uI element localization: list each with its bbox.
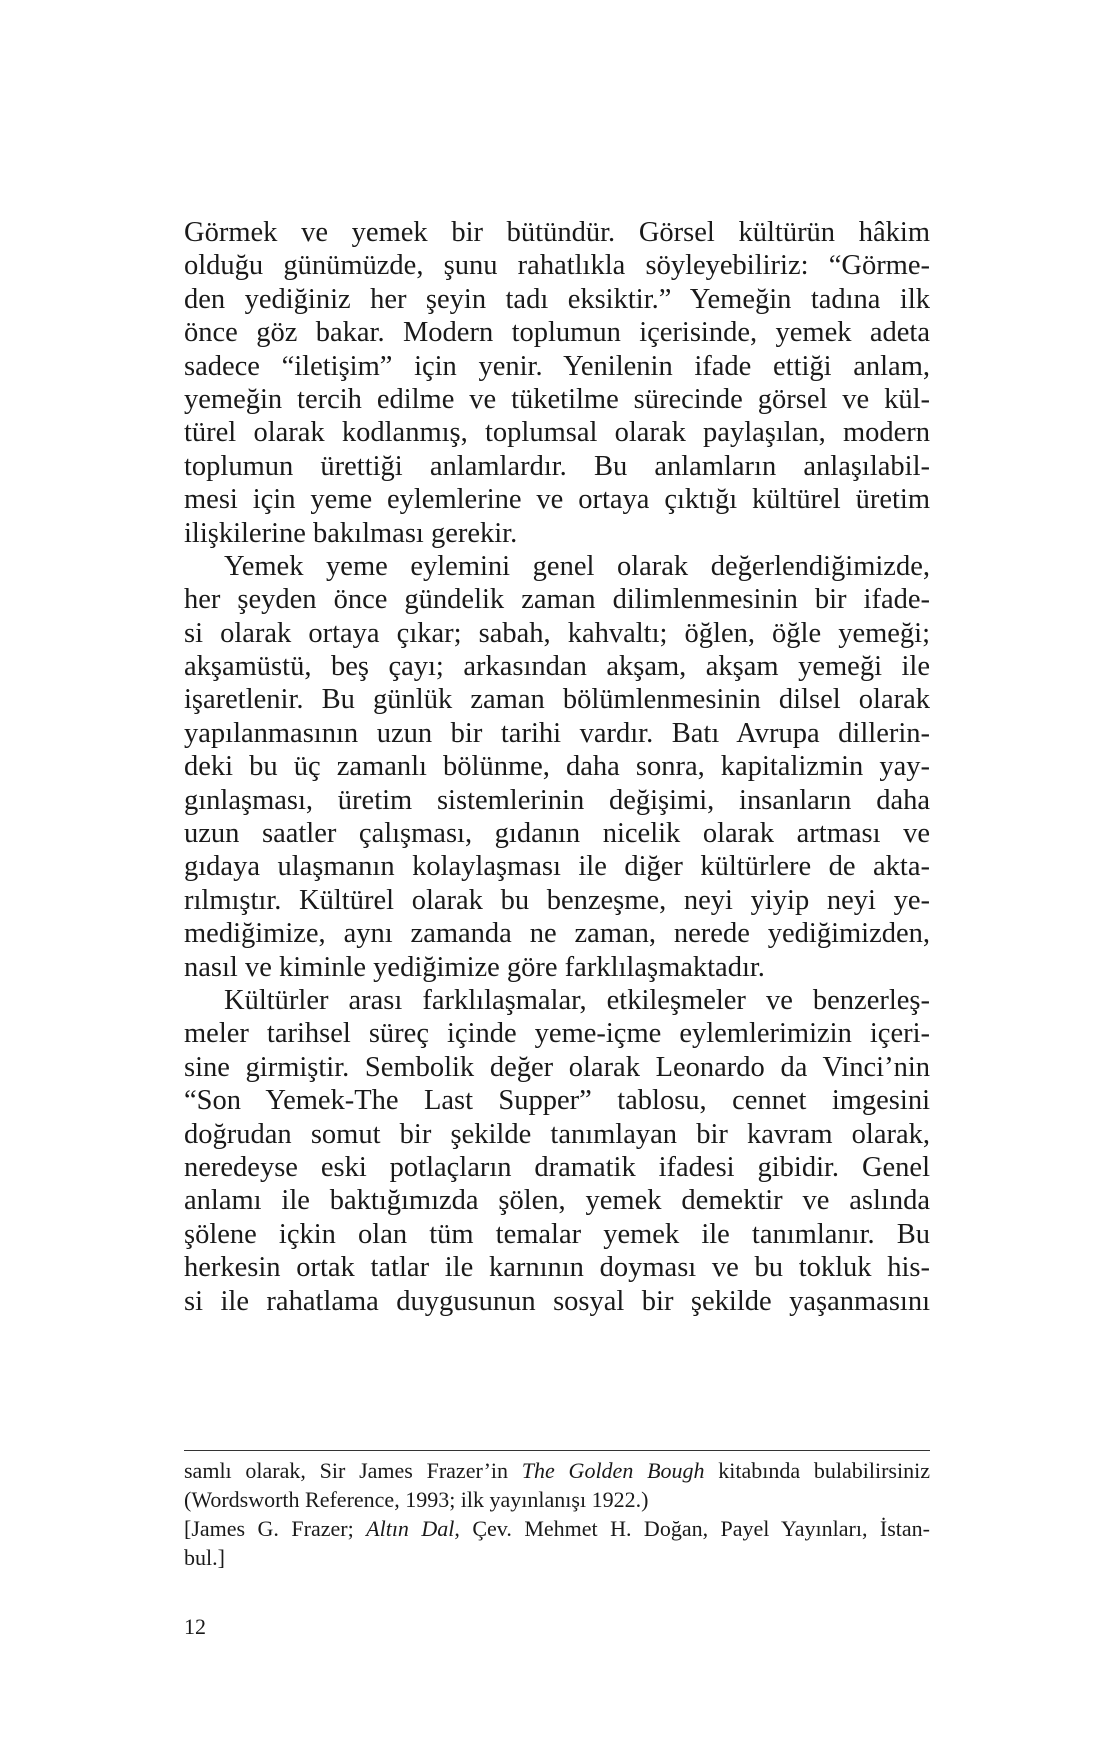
body-line: neredeyse eski potlaçların dramatik ifadesi gibidir. Genel <box>184 1151 930 1183</box>
body-line: rılmıştır. Kültürel olarak bu benzeşme, neyi yiyip neyi ye- <box>184 884 930 916</box>
body-line: türel olarak kodlanmış, toplumsal olarak paylaşılan, modern <box>184 417 930 449</box>
body-line: si ile rahatlama duygusunun sosyal bir şekilde yaşanmasını <box>184 1285 930 1317</box>
body-text <box>184 216 930 1318</box>
body-line: Yemek yeme eylemini genel olarak değerlendiğimizde, <box>224 550 930 582</box>
body-line: sine girmiştir. Sembolik değer olarak Leonardo da Vinci’nin <box>184 1051 930 1083</box>
book-title-italic: Altın Dal <box>366 1516 455 1541</box>
footnote-text: kitabında bulabilirsiniz <box>704 1458 930 1483</box>
body-line: den yediğiniz her şeyin tadı eksiktir.” Yemeğin tadına ilk <box>184 283 930 315</box>
footnote-text: samlı olarak, Sir James Frazer’in <box>184 1458 522 1483</box>
body-line: herkesin ortak tatlar ile karnının doyması ve bu tokluk his- <box>184 1252 930 1284</box>
body-line: yemeğin tercih edilme ve tüketilme sürecinde görsel ve kül- <box>184 383 930 415</box>
body-line: Görmek ve yemek bir bütündür. Görsel kültürün hâkim <box>184 217 930 248</box>
body-line: anlamı ile baktığımızda şölen, yemek demektir ve aslında <box>184 1185 930 1217</box>
body-line: uzun saatler çalışması, gıdanın nicelik olarak artması ve <box>184 818 930 850</box>
body-line: olduğu günümüzde, şunu rahatlıkla söyleyebiliriz: “Görme- <box>184 250 930 282</box>
body-line: meler tarihsel süreç içinde yeme-içme eylemlerimizin içeri- <box>184 1018 930 1050</box>
body-line: işaretlenir. Bu günlük zaman bölümlenmesinin dilsel olarak <box>184 684 930 716</box>
body-line: doğrudan somut bir şekilde tanımlayan bir kavram olarak, <box>184 1118 930 1150</box>
body-line: gıdaya ulaşmanın kolaylaşması ile diğer kültürlere de akta- <box>184 851 930 883</box>
footnote-divider <box>184 1450 930 1451</box>
footnote-line <box>184 1514 930 1543</box>
body-line: deki bu üç zamanlı bölünme, daha sonra, kapitalizmin yay- <box>184 751 930 783</box>
footnote-text: [James G. Frazer; <box>184 1516 367 1541</box>
body-line: şölene içkin olan tüm temalar yemek ile tanımlanır. Bu <box>184 1218 930 1250</box>
body-line: gınlaşması, üretim sistemlerinin değişimi, insanların daha <box>184 784 930 816</box>
body-line: nasıl ve kiminle yediğimize göre farklılaşmaktadır. <box>184 951 765 983</box>
body-line: mediğimize, aynı zamanda ne zaman, nerede yediğimizden, <box>184 918 930 950</box>
body-line: yapılanmasının uzun bir tarihi vardır. Batı Avrupa dillerin- <box>184 717 930 749</box>
footnote-line: bul.] <box>184 1545 225 1570</box>
body-line: mesi için yeme eylemlerine ve ortaya çıktığı kültürel üretim <box>184 484 930 516</box>
book-title-italic: The Golden Bough <box>521 1458 705 1483</box>
body-line: si olarak ortaya çıkar; sabah, kahvaltı; öğlen, öğle yemeği; <box>184 617 930 649</box>
body-line: akşamüstü, beş çayı; arkasından akşam, akşam yemeği ile <box>184 651 930 683</box>
page-number: 12 <box>184 1614 206 1639</box>
footnotes <box>184 1456 930 1572</box>
footnote-line: (Wordsworth Reference, 1993; ilk yayınlanışı 1922.) <box>184 1487 649 1512</box>
body-line: ilişkilerine bakılması gerekir. <box>184 517 518 549</box>
footnote-text: , Çev. Mehmet H. Doğan, Payel Yayınları, İstan- <box>454 1516 930 1541</box>
footnote-line <box>184 1456 930 1485</box>
body-line: her şeyden önce gündelik zaman dilimlenmesinin bir ifade- <box>184 584 930 616</box>
body-line: Kültürler arası farklılaşmalar, etkileşmeler ve benzerleş- <box>224 984 930 1016</box>
body-line: sadece “iletişim” için yenir. Yenilenin ifade ettiği anlam, <box>184 350 930 382</box>
body-line: “Son Yemek-The Last Supper” tablosu, cennet imgesini <box>184 1085 930 1117</box>
body-line: önce göz bakar. Modern toplumun içerisinde, yemek adeta <box>184 317 930 349</box>
body-line: toplumun ürettiği anlamlardır. Bu anlamların anlaşılabil- <box>184 450 930 482</box>
